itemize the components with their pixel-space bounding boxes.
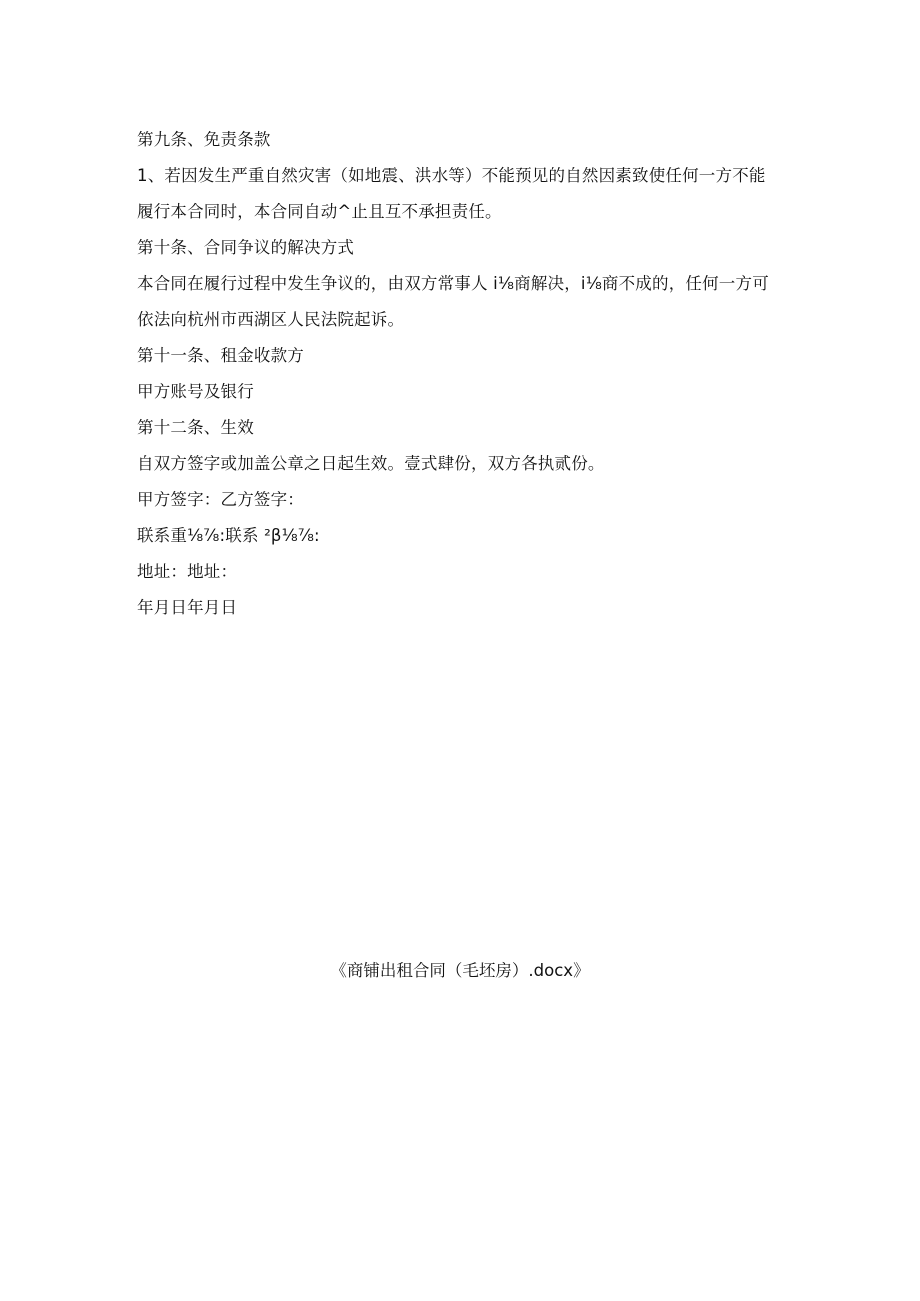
- article-10-heading: 第十条、合同争议的解决方式: [137, 238, 355, 257]
- document-body: [137, 122, 787, 626]
- address-line: 地址：地址：: [137, 562, 238, 581]
- article-12-text: 自双方签字或加盖公章之日起生效。壹式肆份，双方各执贰份。: [137, 454, 605, 473]
- article-10-text-line-1: 本合同在履行过程中发生争议的，由双方常事人 i⅛商解决，i⅛商不成的，任何一方可: [137, 274, 769, 293]
- article-11-heading: 第十一条、租金收款方: [137, 346, 304, 365]
- article-9-clause-1-line-2: 履行本合同时，本合同自动^止且互不承担责任。: [137, 202, 502, 221]
- article-12-heading: 第十二条、生效: [137, 418, 254, 437]
- signature-line: 甲方签字：乙方签字：: [137, 490, 304, 509]
- document-filename-footer: 《商铺出租合同（毛坯房）.docx》: [330, 961, 590, 980]
- contact-phone-line: 联系重⅛⅞:联系 ²β⅛⅞:: [137, 526, 320, 545]
- article-9-heading: 第九条、免责条款: [137, 130, 271, 149]
- date-line: 年月日年月日: [137, 598, 238, 617]
- article-10-text-line-2: 依法向杭州市西湖区人民法院起诉。: [137, 310, 405, 329]
- article-9-clause-1-line-1: 1、若因发生严重自然灾害（如地震、洪水等）不能预见的自然因素致使任何一方不能: [137, 166, 766, 185]
- article-11-text: 甲方账号及银行: [137, 382, 254, 401]
